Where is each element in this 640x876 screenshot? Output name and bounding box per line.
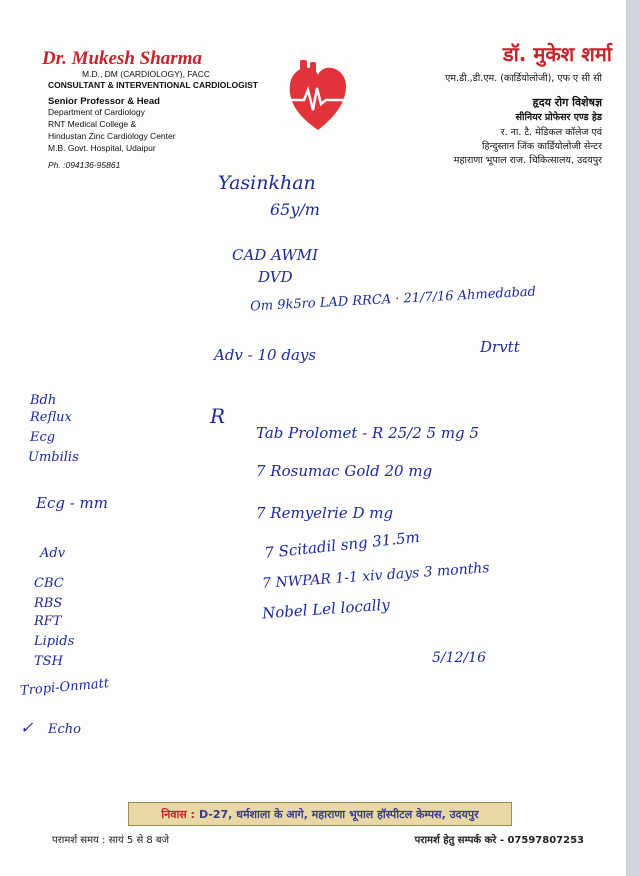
position-hindi: सीनियर प्रोफेसर एण्ड हेड [515,112,602,123]
rx-symbol: R [210,404,226,428]
left-note-6: Adv [40,546,66,561]
heart-logo-icon [286,60,350,132]
center-hindi: हिन्दुस्तान जिंक कार्डियोलोजी सेन्टर [482,141,602,152]
left-note-1: Bdh [30,393,57,408]
center-english: Hindustan Zinc Cardiology Center [48,131,176,141]
phone-number: Ph. :094136-95861 [48,160,121,170]
left-note-2: Reflux [30,410,72,425]
residence-address: D-27, धर्मशाला के आगे, महाराणा भूपाल हॉस्पीटल केम्पस, उदयपुर [198,807,479,821]
left-note-8: RBS [34,596,63,611]
degrees-english: M.D., DM (CARDIOLOGY), FACC [82,69,210,79]
left-note-5: Ecg - mm [36,494,109,512]
doctor-name-english: Dr. Mukesh Sharma [42,48,202,69]
scan-edge [626,0,640,876]
left-note-12: Tropi-Onmatt [19,676,110,699]
left-note-13: Echo [48,722,81,737]
title-english: CONSULTANT & INTERVENTIONAL CARDIOLOGIST [48,80,258,90]
department-english: Department of Cardiology [48,107,145,117]
residence-label: निवास : [161,807,195,821]
medication-2: 7 Rosumac Gold 20 mg [256,462,433,480]
doctor-name-hindi: डॉ. मुकेश शर्मा [502,42,612,66]
specialty-hindi: हृदय रोग विशेषज्ञ [532,96,602,109]
patient-name: Yasinkhan [218,172,316,194]
left-note-3: Ecg [30,430,56,445]
medication-1: Tab Prolomet - R 25/2 5 mg 5 [256,424,479,442]
diagnosis-1: CAD AWMI [232,246,319,264]
position-english: Senior Professor & Head [48,96,160,107]
diagnosis-2: DVD [258,268,293,286]
signature-top: Drvtt [480,338,520,356]
left-note-11: TSH [34,654,63,669]
prescription-date: 5/12/16 [432,650,486,666]
medication-5: 7 NWPAR 1-1 xiv days 3 months [261,560,490,592]
residence-address-band [128,802,512,826]
degrees-hindi: एम.डी.,डी.एम. (कार्डियोलोजी), एफ ए सी सी [445,73,602,84]
medication-4: 7 Scitadil sng 31.5m [263,527,421,563]
hospital-hindi: महाराणा भूपाल राज. चिकित्सालय, उदयपुर [453,155,602,166]
left-note-10: Lipids [34,634,75,649]
medication-6: Nobel Lel locally [261,595,391,623]
hospital-english: M.B. Govt. Hospital, Udaipur [48,143,156,153]
left-note-9: RFT [34,614,62,629]
left-note-7: CBC [34,576,64,591]
college-english: RNT Medical College & [48,119,137,129]
left-note-4: Umbilis [28,450,79,465]
patient-age: 65y/m [270,200,320,219]
consultation-contact: परामर्श हेतु सम्पर्क करे - 07597807253 [414,835,584,846]
diagnosis-3: Om 9k5ro LAD RRCA · 21/7/16 Ahmedabad [249,284,537,315]
college-hindi: र. ना. टै. मेडिकल कॉलेज एवं [500,127,602,138]
consultation-timing: परामर्श समय : सायं 5 से 8 बजे [52,835,170,846]
medication-3: 7 Remyelrie D mg [256,504,394,522]
checkmark-icon: ✓ [20,718,34,737]
advice-days: Adv - 10 days [214,346,317,364]
